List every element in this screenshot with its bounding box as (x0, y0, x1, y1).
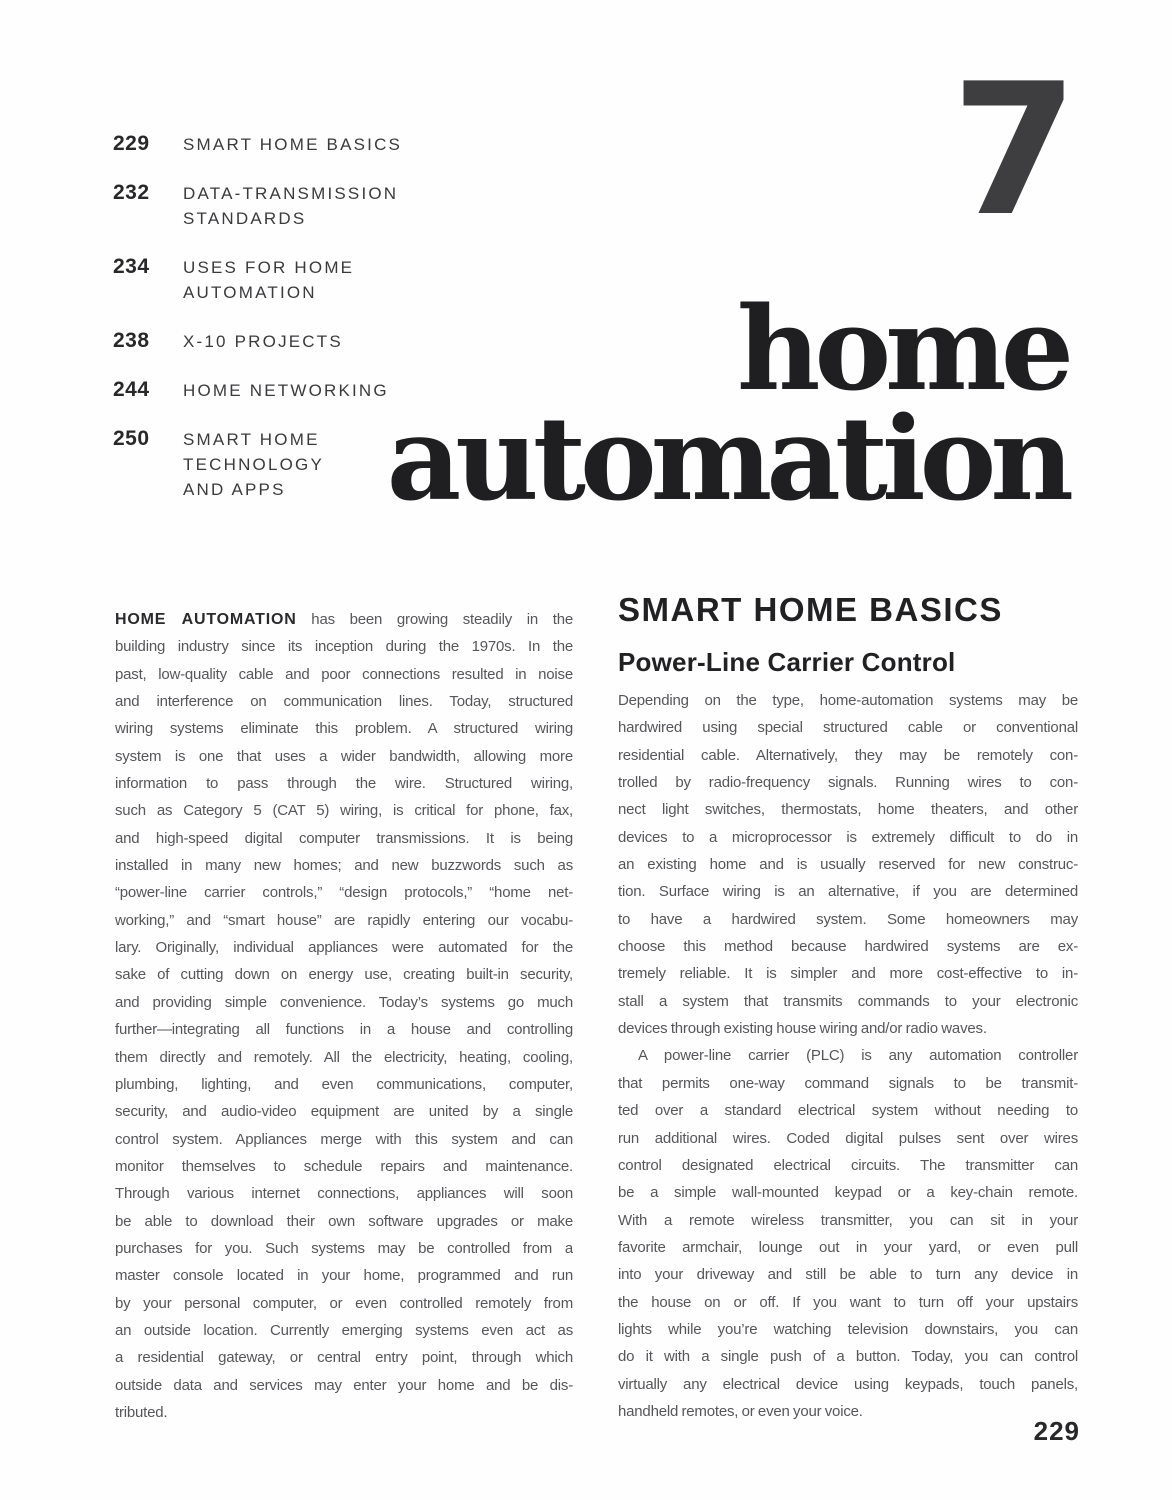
text-line: working,” and “smart house” are rapidly entering our vocabu- (115, 911, 573, 929)
text-line: purchases for you. Such systems may be controlled from a (115, 1239, 573, 1257)
toc-entry (113, 131, 443, 157)
text-line: a residential gateway, or central entry point, through which (115, 1349, 573, 1367)
text-line: tion. Surface wiring is an alternative, if you are determined (618, 883, 1078, 901)
toc-page-number: 244 (113, 378, 150, 401)
text-line: them directly and remotely. All the electricity, heating, cooling, (115, 1048, 573, 1066)
text-line: into your driveway and still be able to turn any device in (618, 1266, 1078, 1284)
text-line: be able to download their own software upgrades or make (115, 1212, 573, 1230)
toc-label (183, 181, 398, 231)
toc-label (183, 329, 343, 354)
text-line: wiring systems eliminate this problem. A structured wiring (115, 720, 573, 738)
text-line: residential cable. Alternatively, they may be remotely con- (618, 746, 1078, 764)
text-line: system is one that uses a wider bandwidth, allowing more (115, 747, 573, 765)
text-line: lary. Originally, individual appliances were automated for the (115, 939, 573, 957)
text-line: SMART HOME (183, 430, 320, 449)
text-line: further—integrating all functions in a house and controlling (115, 1021, 573, 1039)
text-line: lights while you’re watching television downstairs, you can (618, 1320, 1078, 1338)
text-line: control designated electrical circuits. The transmitter can (618, 1156, 1078, 1174)
text-line: handheld remotes, or even your voice. (618, 1402, 863, 1420)
toc-page-number: 238 (113, 329, 150, 352)
text-line: tributed. (115, 1403, 168, 1421)
chapter-title-line: home (736, 282, 1068, 417)
toc-label (183, 427, 324, 502)
text-line: X-10 PROJECTS (183, 332, 343, 351)
text-line: run additional wires. Coded digital pulses sent over wires (618, 1129, 1078, 1147)
text-line: an existing home and is usually reserved for new construc- (618, 856, 1078, 874)
toc-page-number: 250 (113, 427, 150, 450)
text-line: security, and audio-video equipment are united by a single (115, 1103, 573, 1121)
toc-page-number: 229 (113, 132, 150, 155)
text-line: building industry since its inception during the 1970s. In the (115, 638, 573, 656)
text-line: tremely reliable. It is simpler and more cost-effective to in- (618, 965, 1078, 983)
text-line: devices through existing house wiring and/or radio waves. (618, 1020, 987, 1038)
text-line: the house on or off. If you want to turn off your upstairs (618, 1293, 1078, 1311)
left-column-body (115, 633, 573, 1426)
text-line: DATA-TRANSMISSION (183, 184, 399, 203)
toc-label (183, 132, 402, 157)
text-line: With a remote wireless transmitter, you can sit in your (618, 1211, 1078, 1229)
text-line: STANDARDS (183, 209, 307, 228)
toc-label (183, 255, 354, 305)
text-line: such as Category 5 (CAT 5) wiring, is critical for phone, fax, (115, 802, 573, 820)
toc-entry (113, 180, 443, 231)
text-line: Through various internet connections, appliances will soon (115, 1185, 573, 1203)
text-line: and interference on communication lines. Today, structured (115, 693, 573, 711)
toc-page-number: 232 (113, 181, 150, 204)
text-line: virtually any electrical device using keypads, touch panels, (618, 1375, 1078, 1393)
text-line: USES FOR HOME (183, 258, 355, 277)
toc-label (183, 378, 389, 403)
page-number: 229 (1033, 1416, 1080, 1446)
text-line: that permits one-way command signals to be transmit- (618, 1074, 1078, 1092)
text-line: Depending on the type, home-automation systems may be (618, 692, 1078, 709)
text-line: monitor themselves to schedule repairs and maintenance. (115, 1157, 573, 1175)
text-line: installed in many new homes; and new buzzwords such as (115, 857, 573, 875)
text-line: AND APPS (183, 480, 286, 499)
text-line: and providing simple convenience. Today’s systems go much (115, 993, 573, 1011)
section-heading: SMART HOME BASICS (618, 591, 1003, 628)
text-line: AUTOMATION (183, 283, 317, 302)
section-subheading: Power-Line Carrier Control (618, 647, 956, 677)
text-line: ted over a standard electrical system without needing to (618, 1102, 1078, 1120)
text-line: SMART HOME BASICS (183, 135, 403, 154)
lead-in-line (115, 606, 573, 633)
text-line: do it with a single push of a button. Today, you can control (618, 1348, 1078, 1366)
text-line: information to pass through the wire. Structured wiring, (115, 775, 573, 793)
text-line: TECHNOLOGY (183, 455, 325, 474)
text-line: past, low-quality cable and poor connections resulted in noise (115, 665, 573, 683)
lead-in-text: HOME AUTOMATION (115, 611, 297, 628)
text-line: sake of cutting down on energy use, creating built-in security, (115, 966, 573, 984)
text-line: “power-line carrier controls,” “design protocols,” “home net- (115, 884, 573, 902)
chapter-title (386, 282, 1068, 527)
right-column-body (618, 687, 1078, 1425)
text-line: master console located in your home, programmed and run (115, 1267, 573, 1285)
text-line: to have a hardwired system. Some homeowners may (618, 910, 1078, 928)
text-line: by your personal computer, or even controlled remotely from (115, 1294, 573, 1312)
text-line: stall a system that transmits commands to your electronic (618, 992, 1078, 1010)
text-line: be a simple wall-mounted keypad or a key-chain remote. (618, 1184, 1078, 1202)
text-line: favorite armchair, lounge out in your yard, or even pull (618, 1238, 1078, 1256)
text-line: nect light switches, thermostats, home theaters, and other (618, 801, 1078, 819)
text-line: trolled by radio-frequency signals. Running wires to con- (618, 774, 1078, 792)
text-line: outside data and services may enter your home and be dis- (115, 1376, 573, 1394)
chapter-number: 7 (951, 44, 1072, 256)
text-line: hardwired using special structured cable or conventional (618, 719, 1078, 737)
left-text-column (115, 606, 573, 1426)
text-line: an outside location. Currently emerging systems even act as (115, 1321, 573, 1339)
text-line: A power-line carrier (PLC) is any automation controller (638, 1047, 1078, 1065)
lead-in-rest: has been growing steadily in the (311, 611, 573, 628)
right-text-column (618, 591, 1078, 1425)
text-line: HOME NETWORKING (183, 381, 389, 400)
text-line: and high-speed digital computer transmissions. It is being (115, 829, 573, 847)
text-line: plumbing, lighting, and even communications, computer, (115, 1075, 573, 1093)
chapter-title-line: automation (386, 392, 1068, 527)
text-line: control system. Appliances merge with this system and can (115, 1130, 573, 1148)
text-line: choose this method because hardwired systems are ex- (618, 938, 1078, 956)
toc-page-number: 234 (113, 255, 150, 278)
text-line: devices to a microprocessor is extremely difficult to do in (618, 828, 1078, 846)
